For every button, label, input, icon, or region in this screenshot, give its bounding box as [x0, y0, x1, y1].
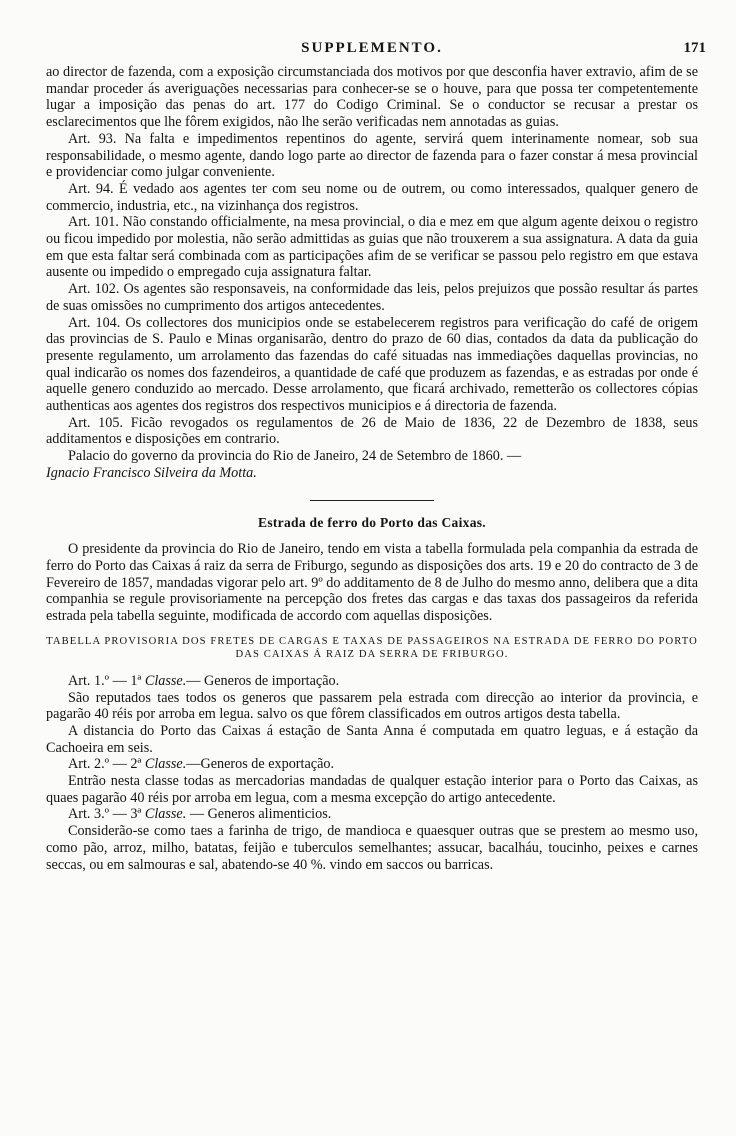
article-105: Art. 105. Ficão revogados os regulamentos de 26 de Maio de 1836, 22 de Dezembro de 1838, seus additamentos e disposições em contrario.	[46, 414, 698, 448]
section-divider	[310, 500, 434, 501]
article-1-heading	[46, 673, 698, 690]
document-page	[46, 40, 706, 873]
distance-note: A distancia do Porto das Caixas á estação de Santa Anna é computada em quatro leguas, e á estação da Cachoeira em seis.	[46, 722, 698, 756]
article-104: Art. 104. Os collectores dos municipios onde se estabelecerem registros para verificação do café de origem das provincias de S. Paulo e Minas organisarão, dentro do prazo de 60 dias, contados da data da publicação do presente regulamento, um arrolamento das fazendas do café situadas nas immediações daquellas provincias, no qual indicarão os nomes dos fazendeiros, a quantidade de café que produzem as fazendas, e as estradas por onde é aquelle genero conduzido ao mercado. Desse arrolamento, que ficará archivado, remetterão os collectores cópias authenticas aos agentes dos registros dos respectivos municipios e á directoria de fazenda.	[46, 314, 698, 415]
closing-line: Palacio do governo da provincia do Rio de Janeiro, 24 de Setembro de 1860. —	[68, 448, 522, 465]
article-1-title: — Generos de importação.	[186, 672, 340, 689]
page-number: 171	[683, 40, 706, 56]
body-text	[46, 64, 698, 873]
article-1-class: Classe.	[144, 672, 187, 689]
table-title: TABELLA PROVISORIA DOS FRETES DE CARGAS E TAXAS DE PASSAGEIROS NA ESTRADA DE FERRO DO PORTO DAS CAIXAS Á RAIZ DA SERRA DE FRIBURGO.	[46, 635, 698, 660]
signature: Ignacio Francisco Silveira da Motta.	[46, 464, 257, 481]
article-3-lead: Art. 3.º — 3ª	[68, 806, 145, 823]
page-header	[46, 40, 706, 64]
article-93: Art. 93. Na falta e impedimentos repentinos do agente, servirá quem interinamente nomear, sob sua responsabilidade, o mesmo agente, dando logo parte ao director de fazenda para o fazer constar á mesa provincial e providenciar como julgar conveniente.	[46, 130, 698, 181]
article-102: Art. 102. Os agentes são responsaveis, na conformidade das leis, pelos prejuizos que possão resultar ás partes de suas omissões no cumprimento dos artigos antecedentes.	[46, 281, 698, 314]
article-2-lead: Art. 2.º — 2ª	[68, 756, 145, 773]
article-94: Art. 94. É vedado aos agentes ter com seu nome ou de outrem, ou como interessados, qualquer genero de commercio, industria, etc., na vizinhança dos registros.	[46, 180, 698, 214]
article-2-heading	[46, 756, 698, 773]
article-3-class: Classe.	[144, 806, 187, 823]
article-3-title: — Generos alimenticios.	[186, 806, 332, 823]
article-1-body: São reputados taes todos os generos que passarem pela estrada com direcção ao interior da provincia, e pagarão 40 réis por arroba em legua. salvo os que fôrem classificados em outros artigos desta tabella.	[46, 689, 698, 723]
section-intro: O presidente da provincia do Rio de Janeiro, tendo em vista a tabella formulada pela companhia da estrada de ferro do Porto das Caixas á raiz da serra de Friburgo, segundo as disposições dos arts. 19 e 20 do contracto de 3 de Fevereiro de 1857, mandadas vigorar pelo art. 9º do additamento de 8 de Julho do mesmo anno, delibera que a dita companhia se regule provisoriamente na percepção dos fretes das cargas e das taxas dos passageiros da referida estrada pela tabella seguinte, modificada de accordo com aquellas disposições.	[46, 541, 698, 625]
paragraph-continuation: ao director de fazenda, com a exposição circumstanciada dos motivos por que desconfia haver extravio, afim de se mandar proceder ás averiguações necessarias para conhecer-se se o houve, para que possa ter competentemente lugar a imposição das penas do art. 177 do Codigo Criminal. Se o conductor se recusar a prestar os esclarecimentos que lhe fôrem exigidos, não lhe serão verificadas nem annotadas as guias.	[46, 64, 698, 131]
article-2-class: Classe.	[144, 756, 187, 773]
article-101: Art. 101. Não constando officialmente, na mesa provincial, o dia e mez em que algum agente deixou o registro ou ficou impedido por molestia, não serão admittidas as guias que não trouxerem a sua assignatura. A data da guia em que esta faltar será combinada com as participações afim de se verificar se passou pelo registro em que estava ausente ou impedido o empregado cuja assignatura faltar.	[46, 214, 698, 281]
article-2-title: —Generos de exportação.	[186, 756, 335, 773]
article-2-body: Entrão nesta classe todas as mercadorias mandadas de qualquer estação interior para o Porto das Caixas, as quaes pagarão 40 réis por arroba em legua, com a mesma excepção do artigo antecedente.	[46, 773, 698, 806]
article-3-body: Considerão-se como taes a farinha de trigo, de mandioca e quaesquer outras que se prestem ao mesmo uso, como pão, arroz, milho, batatas, feijão e tuberculos semelhantes; assucar, bacalháu, toucinho, peixes e carnes seccas, ou em salmouras e sal, abatendo-se 40 %. vindo em saccos ou barricas.	[46, 823, 698, 873]
article-3-heading	[46, 806, 698, 823]
running-head: SUPPLEMENTO.	[301, 40, 443, 56]
article-1-lead: Art. 1.º — 1ª	[68, 672, 145, 689]
section-title: Estrada de ferro do Porto das Caixas.	[258, 514, 486, 530]
